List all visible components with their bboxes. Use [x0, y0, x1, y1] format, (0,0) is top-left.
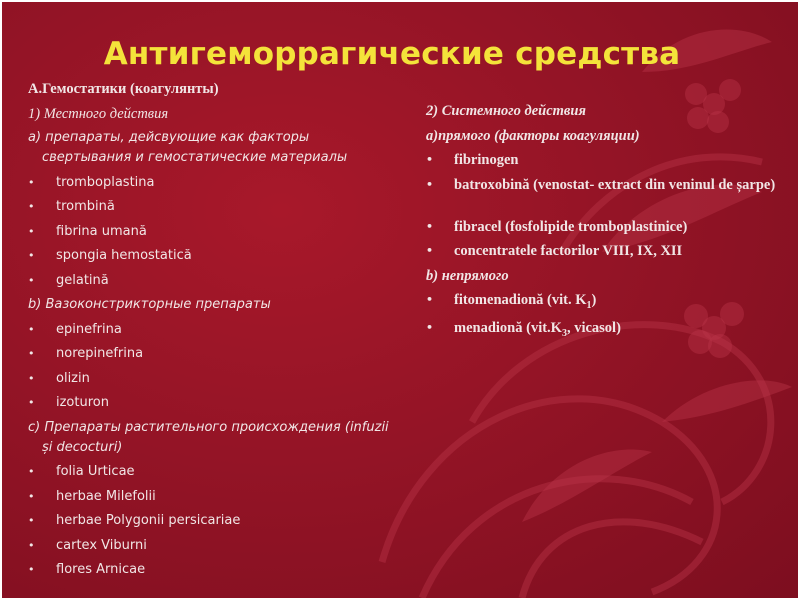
list-item: • norepinefrina: [28, 345, 428, 370]
list-item: • fibracel (fosfolipide tromboplastinice): [426, 218, 786, 243]
bullet-icon: •: [28, 489, 35, 503]
bullet-icon: •: [28, 514, 35, 527]
list-item: • folia Urticae: [28, 463, 428, 488]
list-item: • olizin: [28, 370, 428, 395]
hemostatics-heading: A.Гемостатики (коагулянты): [28, 81, 219, 97]
list-item: • menadionă ($vit.K_3$, vicasol): [426, 319, 786, 344]
list-item: • cartex Viburni: [28, 537, 428, 562]
bullet-icon: •: [426, 293, 434, 306]
section-a-label: a) препараты, дейсвующие как факторы: [28, 130, 310, 145]
bullet-icon: •: [426, 177, 434, 191]
right-column: [426, 102, 786, 344]
slide-title: Антигеморрагические средства: [103, 36, 681, 72]
list-item: • flores Arnicae: [28, 561, 428, 586]
list-item: • herbae Polygonii persicariae: [28, 512, 428, 537]
bullet-icon: •: [28, 175, 35, 189]
bullet-icon: •: [28, 538, 35, 552]
section-c-label-cont: și decocturi): [42, 439, 123, 455]
bullet-icon: •: [426, 244, 434, 257]
bullet-icon: •: [426, 321, 434, 334]
section-a-label-cont: свертывания и гемостатические материалы: [42, 150, 348, 165]
bullet-icon: •: [28, 322, 35, 336]
bullet-icon: •: [28, 347, 35, 360]
left-column: [28, 80, 428, 586]
indirect-label: b) непрямого: [426, 267, 509, 284]
bullet-icon: •: [28, 396, 35, 409]
direct-label: a)прямого (факторы коагуляции): [426, 127, 640, 144]
section-c-label: c) Препараты растительного происхождения (infuzii: [28, 419, 389, 435]
list-item: • batroxobină (venostat- extract din veninul de șarpe): [426, 176, 786, 218]
section-b-label: b) Вазоконстрикторные препараты: [28, 297, 271, 312]
list-item: • fitomenadionă (vit. $K_1$): [426, 291, 786, 319]
bullet-icon: •: [28, 249, 35, 262]
bullet-icon: •: [28, 465, 35, 478]
list-item: • izoturon: [28, 394, 428, 419]
list-item: • fibrina umană: [28, 223, 428, 248]
list-item: • tromboplastina: [28, 174, 428, 199]
bullet-icon: •: [28, 200, 35, 213]
slide: [2, 2, 798, 598]
systemic-action-heading: 2) Системного действия: [426, 103, 586, 119]
bullet-icon: •: [28, 371, 35, 385]
bullet-icon: •: [28, 563, 35, 576]
bullet-icon: •: [28, 273, 35, 287]
bullet-icon: •: [28, 224, 35, 238]
list-item: • herbae Milefolii: [28, 488, 428, 513]
local-action-heading: 1) Местного действия: [28, 105, 169, 122]
list-item: • concentratele factorilor VIII, IX, XII: [426, 242, 786, 267]
list-item: • trombină: [28, 198, 428, 223]
list-item: • spongia hemostatică: [28, 247, 428, 272]
list-item: • gelatină: [28, 272, 428, 297]
list-item: • epinefrina: [28, 321, 428, 346]
bullet-icon: •: [426, 219, 434, 233]
list-item: • fibrinogen: [426, 151, 786, 176]
bullet-icon: •: [426, 153, 434, 166]
